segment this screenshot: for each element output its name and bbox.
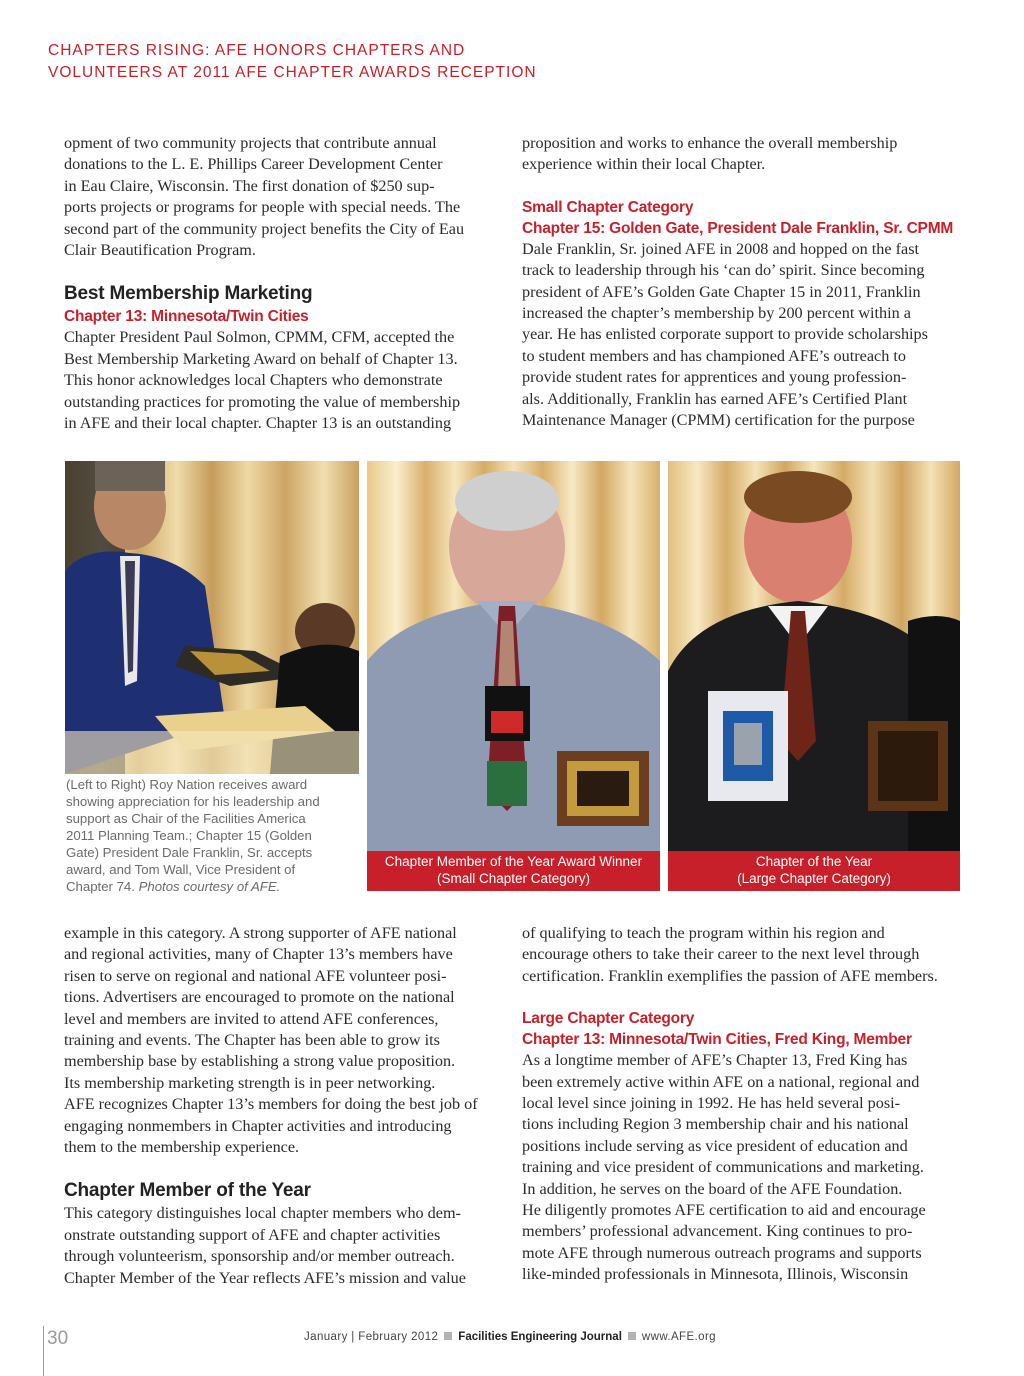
text-line: of qualifying to teach the program within his region and [522, 924, 885, 942]
subheading-chapter-13-fred-king: Chapter 13: Minnesota/Twin Cities, Fred King, Member [522, 1031, 912, 1049]
text-line: This honor acknowledges local Chapters who demonstrate [64, 371, 443, 390]
text-line: Chapter President Paul Solmon, CPMM, CFM, accepted the [64, 328, 455, 347]
text-line: proposition and works to enhance the overall membership [522, 134, 898, 152]
text-line: tions. Advertisers are encouraged to promote on the national [64, 988, 455, 1007]
photo-roy-nation-award [65, 461, 359, 774]
text-line: This category distinguishes local chapter members who dem- [64, 1204, 461, 1223]
caption-banner-line: Chapter of the Year [755, 854, 873, 869]
caption-line: Gate) President Dale Franklin, Sr. accepts [66, 845, 313, 860]
text-line: positions include serving as vice president of education and [522, 1136, 908, 1155]
page-number: 30 [47, 1328, 69, 1349]
text-line: president of AFE’s Golden Gate Chapter 15 in 2011, Franklin [522, 282, 921, 301]
text-line: increased the chapter’s membership by 200 percent within a [522, 304, 911, 323]
subheading-small-chapter-category: Small Chapter Category [522, 198, 694, 216]
subheading-chapter-15: Chapter 15: Golden Gate, President Dale Franklin, Sr. CPMM [522, 219, 954, 237]
caption-banner-line: (Small Chapter Category) [436, 871, 591, 886]
subheading-large-chapter-category: Large Chapter Category [522, 1010, 695, 1028]
caption-line: award, and Tom Wall, Vice President of [66, 862, 296, 877]
square-separator-icon [444, 1332, 452, 1340]
text-line: opment of two community projects that contribute annual [64, 134, 437, 152]
column-bottom-right [522, 923, 962, 1286]
text-line: engaging nonmembers in Chapter activities and introducing [64, 1116, 452, 1135]
text-line: donations to the L. E. Phillips Career Development Center [64, 155, 443, 174]
text-line: outstanding practices for promoting the value of membership [64, 392, 461, 411]
text-line: onstrate outstanding support of AFE and chapter activities [64, 1225, 441, 1244]
text-line: provide student rates for apprentices and young profession- [522, 368, 907, 387]
text-line: risen to serve on regional and national AFE volunteer posi- [64, 966, 447, 985]
text-line: encourage others to take their career to the next level through [522, 945, 920, 964]
section-heading-best-membership-marketing: Best Membership Marketing [64, 283, 313, 305]
footer-divider [43, 1326, 44, 1376]
text-line: As a longtime member of AFE’s Chapter 13, Fred King has [522, 1051, 908, 1070]
text-line: in AFE and their local chapter. Chapter 13 is an outstanding [64, 414, 452, 433]
photo-credit: Photos courtesy of AFE. [138, 879, 281, 894]
text-line: Best Membership Marketing Award on behalf of Chapter 13. [64, 349, 458, 368]
section-heading-chapter-member-of-year: Chapter Member of the Year [64, 1180, 311, 1202]
text-line: He diligently promotes AFE certification to aid and encourage [522, 1201, 926, 1220]
text-line: Maintenance Manager (CPMM) certification for the purpose [522, 411, 915, 430]
text-line: Chapter Member of the Year reflects AFE’s mission and value [64, 1268, 466, 1287]
caption-line: (Left to Right) Roy Nation receives award [66, 777, 308, 792]
caption-line: 2011 Planning Team.; Chapter 15 (Golden [66, 828, 312, 843]
text-line: like-minded professionals in Minnesota, Illinois, Wisconsin [522, 1265, 909, 1284]
text-line: second part of the community project benefits the City of Eau [64, 219, 465, 238]
text-line: certification. Franklin exemplifies the passion of AFE members. [522, 966, 938, 985]
footer [304, 1331, 716, 1343]
column-top-left [64, 133, 504, 434]
text-line: in Eau Claire, Wisconsin. The first donation of $250 sup- [64, 176, 435, 195]
text-line: membership base by establishing a strong value proposition. [64, 1052, 456, 1071]
photo-fred-king [668, 461, 960, 891]
text-line: been extremely active within AFE on a national, regional and [522, 1072, 920, 1091]
caption-line: support as Chair of the Facilities America [66, 811, 306, 826]
text-line: to student members and has championed AFE’s outreach to [522, 346, 906, 365]
text-line: training and vice president of communications and marketing. [522, 1158, 924, 1177]
text-line: local level since joining in 1992. He has held several posi- [522, 1094, 901, 1113]
text-line: year. He has enlisted corporate support to provide scholarships [522, 325, 928, 344]
column-bottom-left [64, 923, 504, 1289]
text-line: als. Additionally, Franklin has earned AFE’s Certified Plant [522, 389, 908, 408]
square-separator-icon [628, 1332, 636, 1340]
photo-dale-franklin [367, 461, 660, 891]
footer-issue: January | February 2012 [304, 1331, 439, 1343]
text-line: mote AFE through numerous outreach programs and supports [522, 1243, 922, 1262]
text-line: members’ professional advancement. King continues to pro- [522, 1222, 913, 1241]
text-line: training and events. The Chapter has been able to grow its [64, 1031, 440, 1050]
text-line: example in this category. A strong supporter of AFE national [64, 924, 457, 942]
caption-banner-line: (Large Chapter Category) [737, 871, 891, 886]
header-line-1: CHAPTERS RISING: AFE HONORS CHAPTERS AND [48, 42, 466, 59]
caption-banner-member-of-year [367, 851, 660, 891]
text-line: level and members are invited to attend AFE conferences, [64, 1009, 439, 1028]
header-line-2: VOLUNTEERS AT 2011 AFE CHAPTER AWARDS RECEPTION [48, 64, 537, 81]
text-line: them to the membership experience. [64, 1138, 300, 1157]
caption-banner-chapter-of-year [668, 851, 960, 891]
text-line: AFE recognizes Chapter 13’s members for doing the best job of [64, 1095, 478, 1114]
text-line: Clair Beautification Program. [64, 241, 256, 260]
text-line: through volunteerism, sponsorship and/or member outreach. [64, 1247, 455, 1266]
text-line: Its membership marketing strength is in peer networking. [64, 1073, 436, 1092]
caption-text: Chapter 74. [66, 879, 135, 894]
photo-illustration [367, 461, 660, 891]
photo-illustration [668, 461, 960, 891]
text-line: and regional activities, many of Chapter 13’s members have [64, 945, 453, 964]
footer-url-link[interactable]: www.AFE.org [641, 1331, 716, 1343]
text-line: ports projects or programs for people with special needs. The [64, 198, 461, 217]
article-header [48, 40, 568, 84]
caption-banner-line: Chapter Member of the Year Award Winner [384, 854, 643, 869]
photo-caption [66, 776, 356, 895]
column-top-right [522, 133, 962, 431]
subheading-chapter-13: Chapter 13: Minnesota/Twin Cities [64, 308, 309, 326]
text-line: experience within their local Chapter. [522, 155, 766, 174]
text-line: In addition, he serves on the board of the AFE Foundation. [522, 1179, 903, 1198]
footer-journal: Facilities Engineering Journal [458, 1331, 622, 1343]
caption-line: showing appreciation for his leadership and [66, 794, 320, 809]
caption-line [66, 878, 356, 895]
text-line: Dale Franklin, Sr. joined AFE in 2008 and hopped on the fast [522, 239, 919, 258]
text-line: track to leadership through his ‘can do’ spirit. Since becoming [522, 261, 925, 280]
text-line: tions including Region 3 membership chair and his national [522, 1115, 909, 1134]
photo-illustration [65, 461, 359, 774]
